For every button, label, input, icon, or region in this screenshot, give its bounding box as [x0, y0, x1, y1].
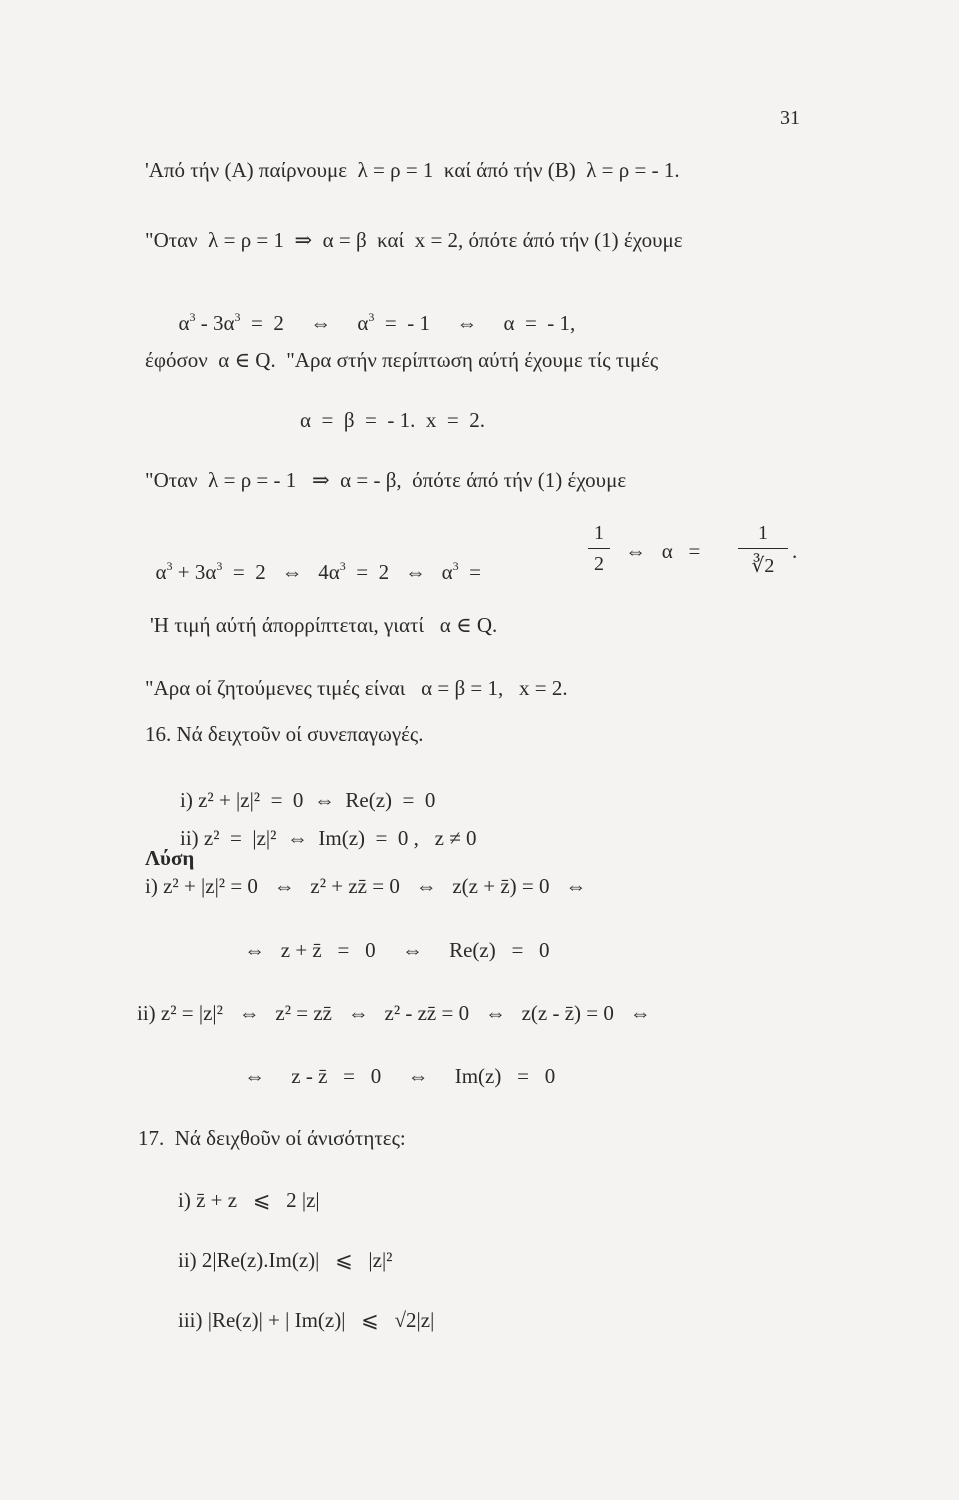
solution-line-3: ii) z² = |z|² ⇔ z² = zz̄ ⇔ z² - zz̄ = 0 ⇔ z(z - z̄) = 0 ⇔ — [137, 1001, 651, 1025]
text-line-9: "Αρα οί ζητούμενες τιμές είναι α = β = 1, x = 2. — [145, 676, 568, 700]
cube-exp: 3 — [234, 310, 241, 324]
eq3-d: = - 1 ⇔ α = - 1, — [374, 311, 576, 335]
cube-exp: 3 — [452, 559, 459, 573]
exercise-16-title: 16. Νά δειχτοῦν οί συνεπαγωγές. — [145, 722, 424, 746]
exercise-17-part-ii: ii) 2|Re(z).Im(z)| ⩽ |z|² — [178, 1248, 393, 1272]
eq7-b: + 3α — [172, 560, 217, 584]
period: . — [792, 539, 798, 563]
eq7-e: = — [458, 560, 481, 584]
fraction-numerator: 1 — [594, 522, 604, 544]
text-line-6: "Οταν λ = ρ = - 1 ⇒ α = - β, όπότε άπό τήν (1) έχουμε — [145, 468, 627, 492]
text-line-2: "Οταν λ = ρ = 1 ⇒ α = β καί x = 2, όπότε άπό τήν (1) έχουμε — [145, 228, 683, 252]
exercise-17-title: 17. Νά δειχθοῦν οί άνισότητες: — [138, 1126, 406, 1150]
eq3-a: α — [178, 311, 190, 335]
fraction-numerator: 1 — [758, 522, 768, 544]
eq3-c: = 2 ⇔ α — [240, 311, 369, 335]
text-line-8: 'Η τιμή αύτή άπορρίπτεται, γιατί α ∈ Q. — [150, 613, 498, 637]
exercise-17-part-iii: iii) |Re(z)| + | Im(z)| ⩽ √2|z| — [178, 1308, 435, 1332]
exercise-16-part-i: i) z² + |z|² = 0 ⇔ Re(z) = 0 — [180, 788, 436, 812]
equation-line-5: α = β = - 1. x = 2. — [300, 408, 485, 432]
text-line-1: 'Από τήν (Α) παίρνουμε λ = ρ = 1 καί άπό τήν (Β) λ = ρ = - 1. — [145, 158, 680, 182]
eq7-d: = 2 ⇔ α — [345, 560, 453, 584]
cube-exp: 3 — [368, 310, 375, 324]
fraction-one-over-cuberoot-two — [738, 522, 788, 578]
text-line-4: έφόσον α ∈ Q. "Αρα στήν περίπτωση αύτή έχουμε τίς τιμές — [145, 348, 659, 372]
solution-line-2: ⇔ z + z̄ = 0 ⇔ Re(z) = 0 — [244, 938, 550, 962]
eq7-c: = 2 ⇔ 4α — [222, 560, 340, 584]
fraction-denominator: ∛2 — [751, 555, 775, 577]
exercise-16-part-ii: ii) z² = |z|² ⇔ Im(z) = 0 , z ≠ 0 — [180, 826, 477, 850]
fraction-bar — [588, 548, 610, 549]
fraction-bar — [738, 548, 788, 549]
eq7-a: α — [155, 560, 167, 584]
equation-line-3 — [168, 292, 575, 334]
fraction-denominator: 2 — [594, 553, 604, 575]
solution-heading: Λύση — [145, 846, 195, 870]
exercise-17-part-i: i) z̄ + z ⩽ 2 |z| — [178, 1188, 320, 1212]
cube-exp: 3 — [216, 559, 223, 573]
solution-line-4: ⇔ z - z̄ = 0 ⇔ Im(z) = 0 — [244, 1064, 556, 1088]
page-number: 31 — [780, 107, 800, 129]
cube-exp: 3 — [166, 559, 173, 573]
cube-exp: 3 — [189, 310, 196, 324]
solution-line-1: i) z² + |z|² = 0 ⇔ z² + zz̄ = 0 ⇔ z(z + z̄) = 0 ⇔ — [145, 874, 587, 898]
eq7-f: ⇔ α = — [625, 539, 701, 563]
cube-exp: 3 — [339, 559, 346, 573]
equation-line-7 — [145, 541, 481, 583]
fraction-one-half — [588, 522, 610, 576]
eq3-b: - 3α — [195, 311, 235, 335]
